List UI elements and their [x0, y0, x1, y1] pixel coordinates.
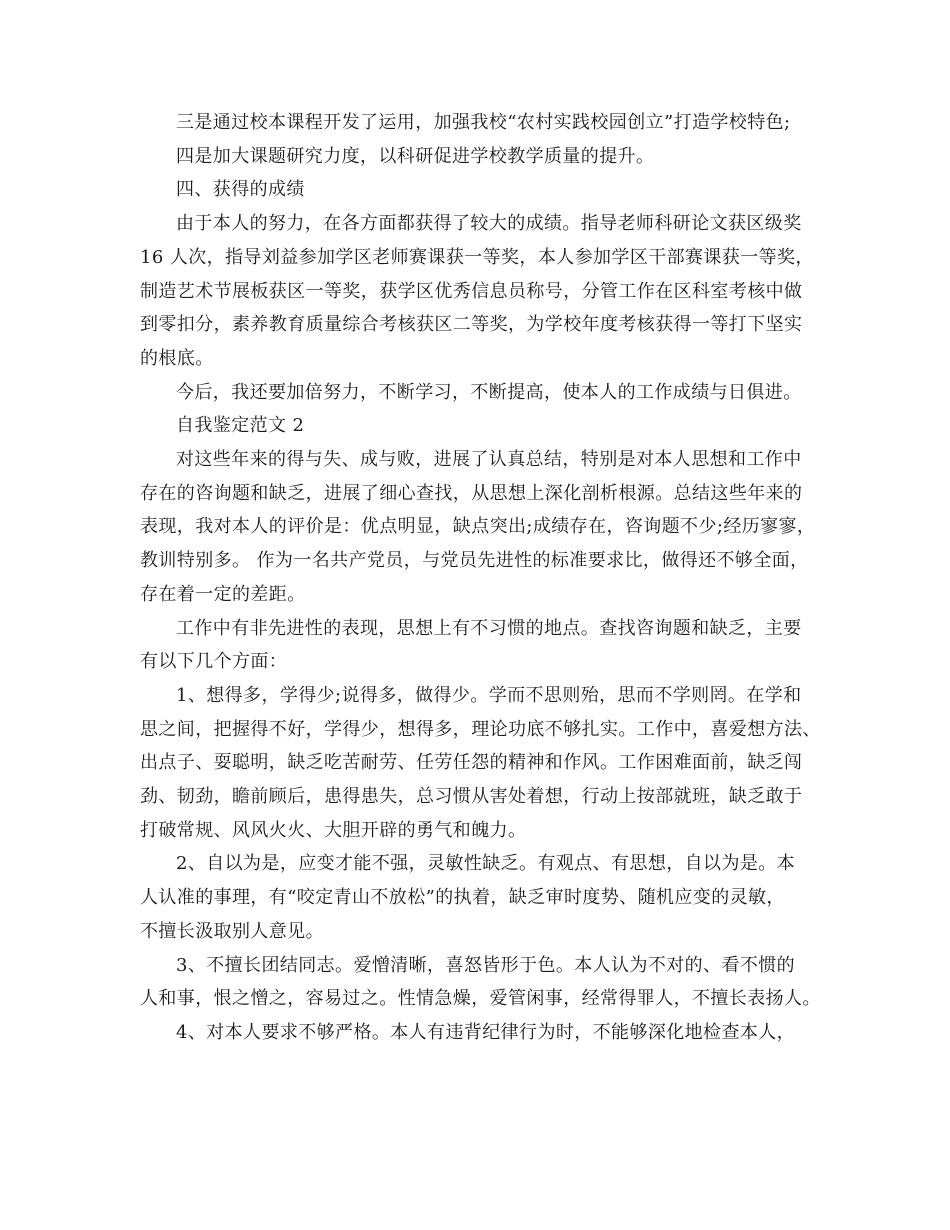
text-line: 对这些年来的得与失、成与败，进展了认真总结，特别是对本人思想和工作中 [176, 449, 802, 471]
text-line: 自我鉴定范文 2 [176, 415, 305, 437]
text-line: 3、不擅长团结同志。爱憎清晰，喜怒皆形于色。本人认为不对的、看不惯的 [176, 954, 796, 976]
text-line: 劲、韧劲，瞻前顾后，患得患失，总习惯从害处着想，行动上按部就班，缺乏敢于 [140, 786, 803, 808]
text-line: 2、自以为是，应变才能不强，灵敏性缺乏。有观点、有思想，自以为是。本 [176, 853, 796, 875]
text-line: 打破常规、风风火火、大胆开辟的勇气和魄力。 [140, 819, 527, 841]
text-line: 4、对本人要求不够严格。本人有违背纪律行为时，不能够深化地检查本人， [176, 1021, 796, 1043]
paragraph [140, 612, 823, 679]
paragraph [140, 679, 823, 848]
text-line: 1、想得多，学得少;说得多，做得少。学而不思则殆，思而不学则罔。在学和 [176, 684, 802, 706]
text-line: 有以下几个方面： [140, 651, 288, 673]
paragraph [140, 443, 823, 612]
text-line: 四、获得的成绩 [176, 179, 305, 201]
text-line: 存在着一定的差距。 [140, 583, 306, 605]
text-line: 工作中有非先进性的表现，思想上有不习惯的地点。查找咨询题和缺乏，主要 [176, 617, 802, 639]
paragraph [140, 140, 823, 174]
paragraph [140, 207, 823, 376]
text-line: 思之间，把握得不好，学得少，想得多，理论功底不够扎实。工作中，喜爱想方法、 [140, 718, 821, 740]
paragraph [140, 106, 823, 140]
text-line: 不擅长汲取别人意见。 [140, 920, 324, 942]
text-line: 存在的咨询题和缺乏，进展了细心查找，从思想上深化剖析根源。总结这些年来的 [140, 482, 803, 504]
text-line: 四是加大课题研究力度，以科研促进学校教学质量的提升。 [176, 145, 655, 167]
text-line: 人认准的事理，有“咬定青山不放松”的执着，缺乏审时度势、随机应变的灵敏， [140, 887, 785, 909]
text-line: 人和事，恨之憎之，容易过之。性情急燥，爱管闲事，经常得罪人，不擅长表扬人。 [140, 988, 821, 1010]
paragraph [140, 173, 823, 207]
paragraph [140, 847, 823, 948]
text-line: 到零扣分，素养教育质量综合考核获区二等奖，为学校年度考核获得一等打下坚实 [140, 314, 803, 336]
paragraph [140, 409, 823, 443]
document-body [140, 106, 823, 1050]
text-line: 三是通过校本课程开发了运用，加强我校“农村实践校园创立”打造学校特色; [176, 112, 791, 133]
text-line: 制造艺术节展板获区一等奖，获学区优秀信息员称号，分管工作在区科室考核中做 [140, 280, 803, 302]
paragraph [140, 1016, 823, 1050]
text-line: 16 人次，指导刘益参加学区老师赛课获一等奖，本人参加学区干部赛课获一等奖， [140, 246, 814, 268]
text-line: 表现，我对本人的评价是：优点明显，缺点突出;成绩存在，咨询题不少;经历寥寥， [140, 516, 816, 538]
paragraph [140, 949, 823, 1016]
text-line: 教训特别多。 作为一名共产党员，与党员先进性的标准要求比，做得还不够全面， [140, 550, 809, 572]
text-line: 今后，我还要加倍努力，不断学习，不断提高，使本人的工作成绩与日俱进。 [176, 381, 802, 403]
paragraph [140, 376, 823, 410]
text-line: 由于本人的努力，在各方面都获得了较大的成绩。指导老师科研论文获区级奖 [176, 213, 802, 235]
text-line: 的根底。 [140, 347, 214, 369]
text-line: 出点子、耍聪明，缺乏吃苦耐劳、任劳任怨的精神和作风。工作困难面前，缺乏闯 [140, 752, 803, 774]
